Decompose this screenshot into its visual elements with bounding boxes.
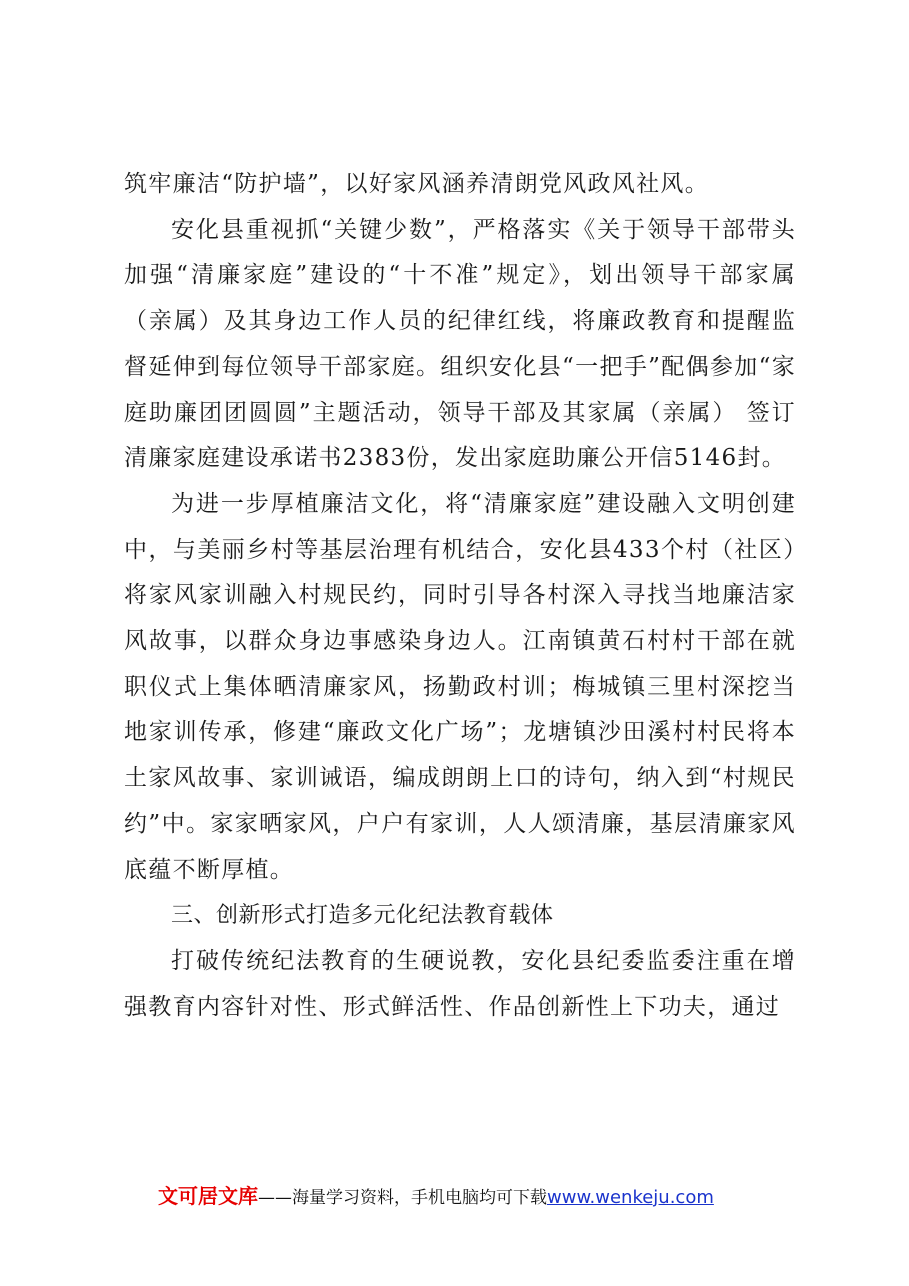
footer-tagline: ——海量学习资料，手机电脑均可下载	[258, 1188, 547, 1208]
paragraph-1: 筑牢廉洁“防护墙”，以好家风涵养清朗党风政风社风。	[124, 171, 710, 197]
paragraph-4: 打破传统纪法教育的生硬说教，安化县纪委监委注重在增强教育内容针对性、形式鲜活性、作品创新性上下功夫，通过	[124, 947, 796, 1020]
paragraph-2: 安化县重视抓“关键少数”，严格落实《关于领导干部带头加强“清廉家庭”建设的“十不准”规定》，划出领导干部家属（亲属）及其身边工作人员的纪律红线，将廉政教育和提醒监督延伸到每位领导干部家庭。组织安化县“一把手”配偶参加“家庭助廉团团圆圆”主题活动，领导干部及其家属（亲属） 签订清廉家庭建设承诺书2383份，发出家庭助廉公开信5146封。	[124, 216, 796, 472]
footer-brand: 文可居文库	[158, 1184, 258, 1208]
footer-banner	[158, 1183, 778, 1211]
section-heading: 三、创新形式打造多元化纪法教育载体	[171, 903, 554, 929]
document-body	[124, 162, 796, 1030]
paragraph-3: 为进一步厚植廉洁文化，将“清廉家庭”建设融入文明创建中，与美丽乡村等基层治理有机结合，安化县433个村（社区）将家风家训融入村规民约，同时引导各村深入寻找当地廉洁家风故事，以群众身边事感染身边人。江南镇黄石村村干部在就职仪式上集体晒清廉家风，扬勤政村训；梅城镇三里村深挖当地家训传承，修建“廉政文化广场”；龙塘镇沙田溪村村民将本土家风故事、家训诫语，编成朗朗上口的诗句，纳入到“村规民约”中。家家晒家风，户户有家训，人人颂清廉，基层清廉家风底蕴不断厚植。	[124, 490, 796, 883]
footer-url-link[interactable]: www.wenkeju.com	[547, 1187, 714, 1208]
